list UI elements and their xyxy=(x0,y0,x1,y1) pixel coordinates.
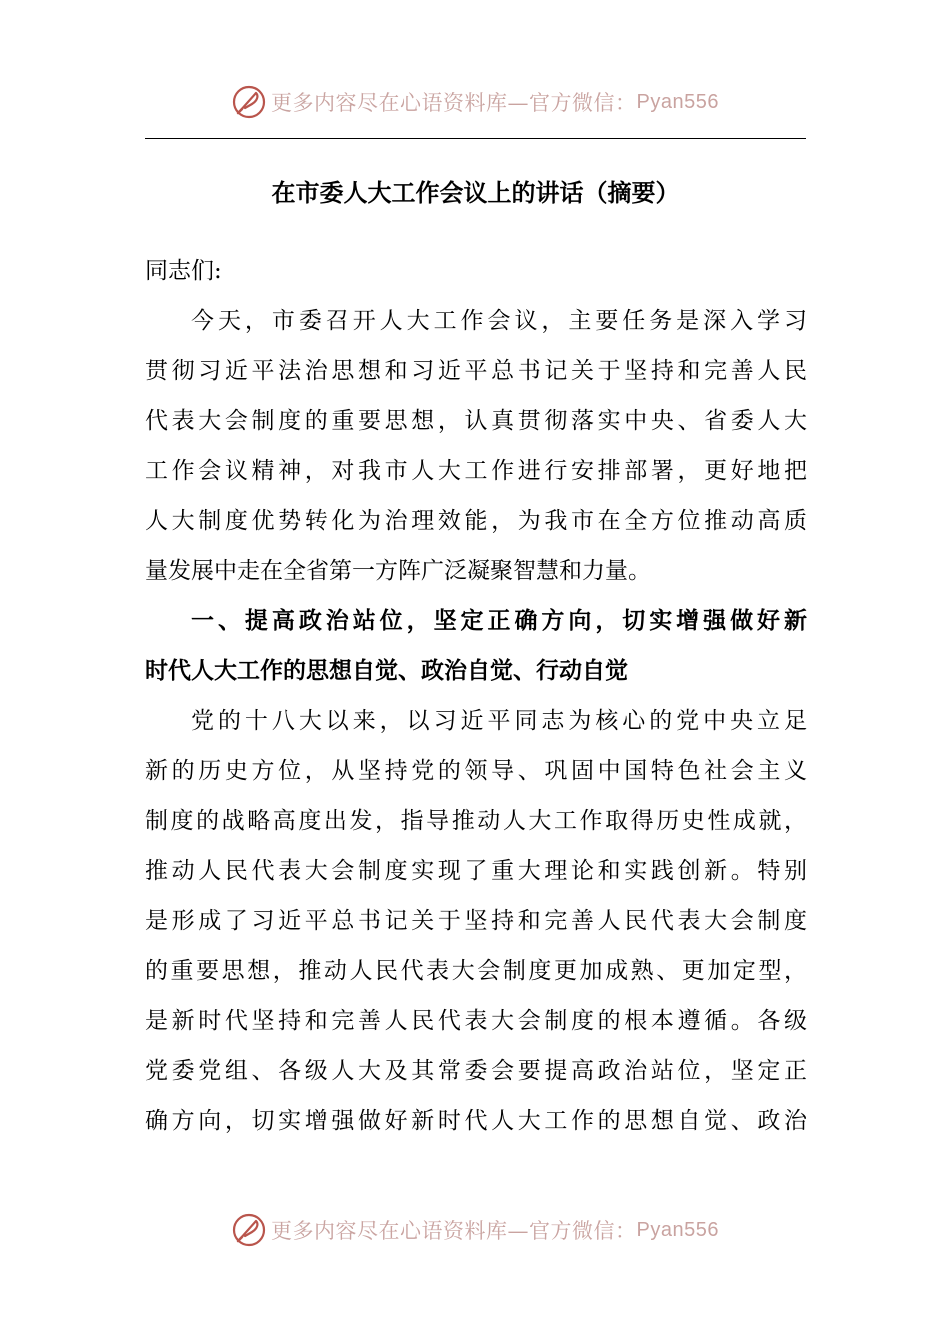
banner-text: 更多内容尽在心语资料库—官方微信： xyxy=(271,1219,637,1243)
paragraph-line: 新的历史方位，从坚持党的领导、巩固中国特色社会主义 xyxy=(145,758,807,784)
header-watermark-banner xyxy=(0,82,950,122)
paragraph-1 xyxy=(145,296,807,596)
heading-line: 一、提高政治站位，坚定正确方向，切实增强做好新 xyxy=(191,608,807,634)
paragraph-line: 制度的战略高度出发，指导推动人大工作取得历史性成就， xyxy=(145,808,807,834)
document-title: 在市委人大工作会议上的讲话（摘要） xyxy=(271,179,680,207)
paragraph-line: 贯彻习近平法治思想和习近平总书记关于坚持和完善人民 xyxy=(145,358,807,384)
paragraph-line: 工作会议精神，对我市人大工作进行安排部署，更好地把 xyxy=(145,458,807,484)
paragraph-line: 代表大会制度的重要思想，认真贯彻落实中央、省委人大 xyxy=(145,408,807,434)
paragraph-line: 确方向，切实增强做好新时代人大工作的思想自觉、政治 xyxy=(145,1108,807,1134)
paragraph-line: 党的十八大以来，以习近平同志为核心的党中央立足 xyxy=(191,708,807,734)
banner-wechat-id: Pyan556 xyxy=(636,90,719,113)
salutation: 同志们: xyxy=(145,258,222,284)
paragraph-line: 今天，市委召开人大工作会议，主要任务是深入学习 xyxy=(191,308,807,334)
paragraph-line: 量发展中走在全省第一方阵广泛凝聚智慧和力量。 xyxy=(145,558,651,584)
header-divider xyxy=(145,138,806,139)
heading-line: 时代人大工作的思想自觉、政治自觉、行动自觉 xyxy=(145,658,628,684)
paragraph-line: 是形成了习近平总书记关于坚持和完善人民代表大会制度 xyxy=(145,908,807,934)
paragraph-line: 是新时代坚持和完善人民代表大会制度的根本遵循。各级 xyxy=(145,1008,807,1034)
section-heading-1 xyxy=(145,596,807,696)
quill-logo-icon xyxy=(231,1212,267,1248)
paragraph-line: 推动人民代表大会制度实现了重大理论和实践创新。特别 xyxy=(145,858,807,884)
document-body xyxy=(145,246,807,1146)
paragraph-line: 的重要思想，推动人民代表大会制度更加成熟、更加定型， xyxy=(145,958,807,984)
paragraph-2 xyxy=(145,696,807,1146)
banner-wechat-id: Pyan556 xyxy=(636,1218,719,1241)
footer-watermark-banner xyxy=(0,1210,950,1250)
quill-logo-icon xyxy=(231,84,267,120)
paragraph-line: 党委党组、各级人大及其常委会要提高政治站位，坚定正 xyxy=(145,1058,807,1084)
paragraph-line: 人大制度优势转化为治理效能，为我市在全方位推动高质 xyxy=(145,508,807,534)
banner-text: 更多内容尽在心语资料库—官方微信： xyxy=(271,91,637,115)
